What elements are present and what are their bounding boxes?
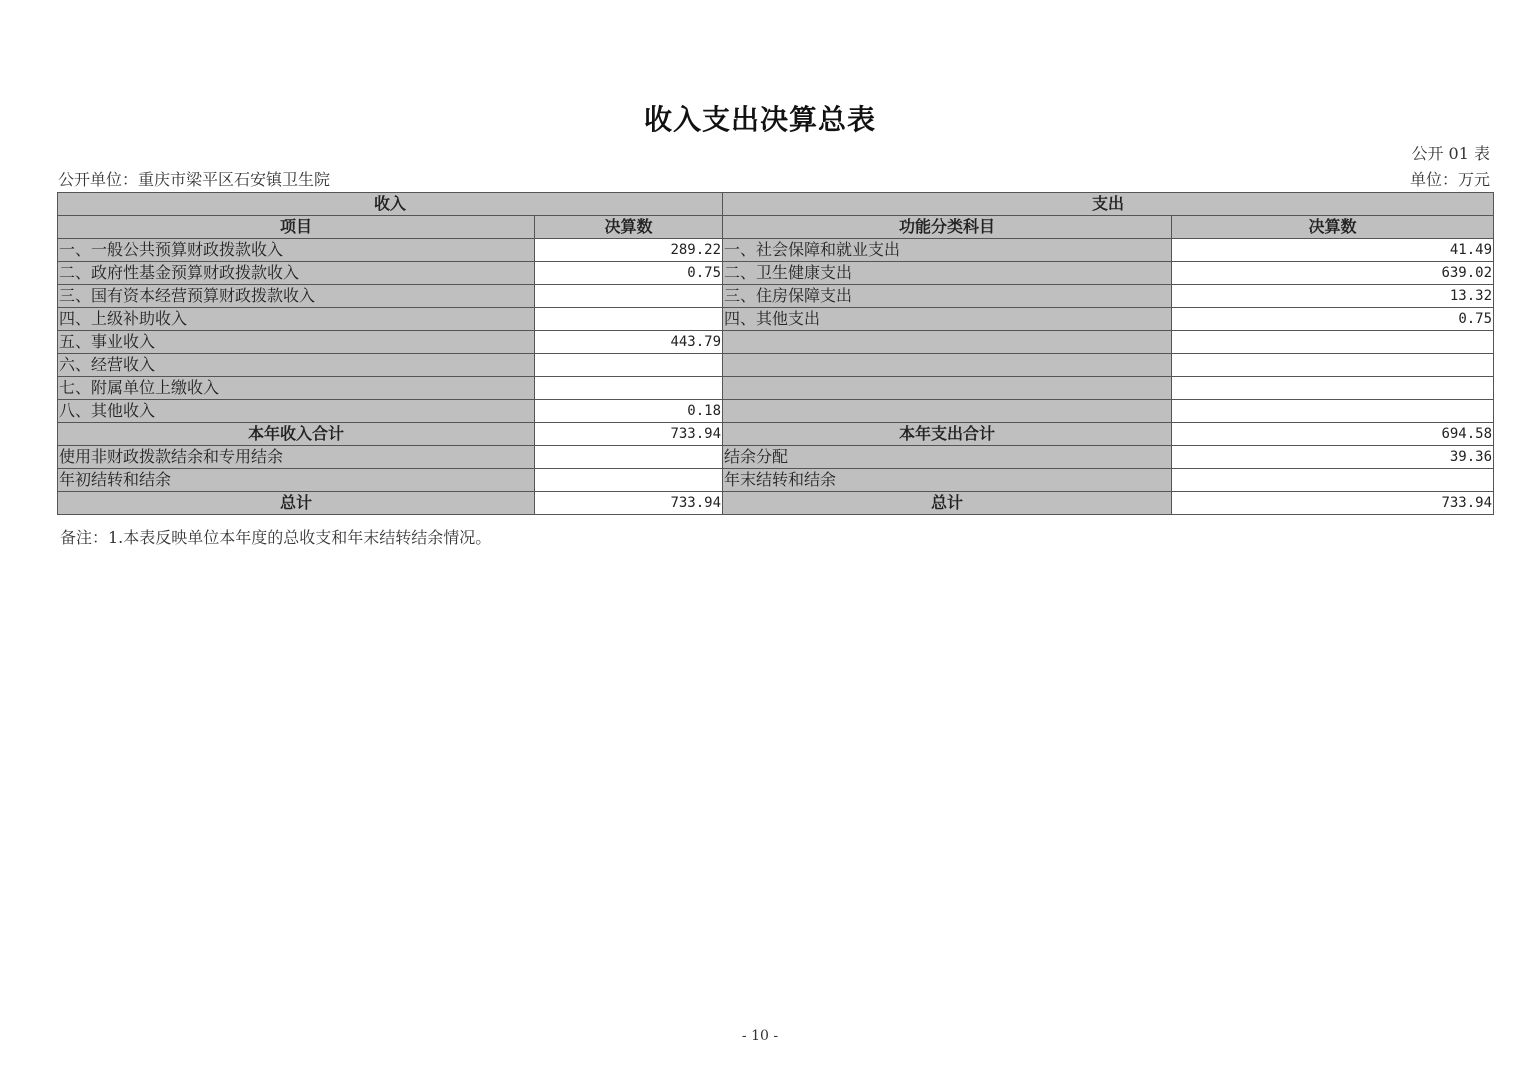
expense-item (723, 400, 1172, 423)
expense-amount: 13.32 (1172, 285, 1494, 308)
table-row (58, 331, 1494, 354)
income-item: 二、政府性基金预算财政拨款收入 (58, 262, 535, 285)
column-header-row (58, 216, 1494, 239)
income-item: 一、一般公共预算财政拨款收入 (58, 239, 535, 262)
expense-amount: 41.49 (1172, 239, 1494, 262)
expense-total-amount: 733.94 (1172, 492, 1494, 515)
table-row (58, 446, 1494, 469)
expense-amount (1172, 354, 1494, 377)
expense-item: 四、其他支出 (723, 308, 1172, 331)
table-row (58, 285, 1494, 308)
subtotal-row (58, 423, 1494, 446)
expense-amount: 39.36 (1172, 446, 1494, 469)
expense-subtotal-label: 本年支出合计 (723, 423, 1172, 446)
income-amount: 289.22 (535, 239, 723, 262)
table-row (58, 262, 1494, 285)
expense-item: 结余分配 (723, 446, 1172, 469)
income-subtotal-amount: 733.94 (535, 423, 723, 446)
income-header: 收入 (58, 193, 723, 216)
function-subject-column-header: 功能分类科目 (723, 216, 1172, 239)
expense-amount: 639.02 (1172, 262, 1494, 285)
table-row (58, 308, 1494, 331)
expense-item (723, 377, 1172, 400)
total-row (58, 492, 1494, 515)
expense-item: 二、卫生健康支出 (723, 262, 1172, 285)
table-row (58, 400, 1494, 423)
expense-item: 一、社会保障和就业支出 (723, 239, 1172, 262)
income-subtotal-label: 本年收入合计 (58, 423, 535, 446)
expense-item: 年末结转和结余 (723, 469, 1172, 492)
income-amount: 443.79 (535, 331, 723, 354)
amount-column-header-2: 决算数 (1172, 216, 1494, 239)
expense-item: 三、住房保障支出 (723, 285, 1172, 308)
expense-subtotal-amount: 694.58 (1172, 423, 1494, 446)
amount-column-header: 决算数 (535, 216, 723, 239)
income-item: 八、其他收入 (58, 400, 535, 423)
income-item: 四、上级补助收入 (58, 308, 535, 331)
expense-total-label: 总计 (723, 492, 1172, 515)
income-item: 三、国有资本经营预算财政拨款收入 (58, 285, 535, 308)
expense-header: 支出 (723, 193, 1494, 216)
reporting-unit: 公开单位：重庆市梁平区石安镇卫生院 (58, 170, 331, 189)
footnote: 备注：1.本表反映单位本年度的总收支和年末结转结余情况。 (60, 528, 492, 547)
income-amount: 0.18 (535, 400, 723, 423)
income-amount (535, 469, 723, 492)
income-item: 年初结转和结余 (58, 469, 535, 492)
expense-item (723, 331, 1172, 354)
table-row (58, 239, 1494, 262)
income-total-amount: 733.94 (535, 492, 723, 515)
page-title: 收入支出决算总表 (643, 103, 876, 136)
income-amount (535, 308, 723, 331)
income-item: 使用非财政拨款结余和专用结余 (58, 446, 535, 469)
table-row (58, 377, 1494, 400)
expense-item (723, 354, 1172, 377)
income-item: 六、经营收入 (58, 354, 535, 377)
income-item: 五、事业收入 (58, 331, 535, 354)
income-total-label: 总计 (58, 492, 535, 515)
expense-amount (1172, 469, 1494, 492)
expense-amount: 0.75 (1172, 308, 1494, 331)
income-amount: 0.75 (535, 262, 723, 285)
table-row (58, 354, 1494, 377)
income-item: 七、附属单位上缴收入 (58, 377, 535, 400)
income-amount (535, 377, 723, 400)
income-expense-table (57, 192, 1494, 515)
page-number: - 10 - (741, 1028, 779, 1044)
income-amount (535, 446, 723, 469)
section-header-row (58, 193, 1494, 216)
meta-row (58, 167, 1490, 190)
income-amount (535, 354, 723, 377)
currency-unit: 单位：万元 (1409, 170, 1490, 189)
form-number: 公开 01 表 (1411, 144, 1490, 163)
expense-amount (1172, 331, 1494, 354)
expense-amount (1172, 377, 1494, 400)
expense-amount (1172, 400, 1494, 423)
table-row (58, 469, 1494, 492)
income-amount (535, 285, 723, 308)
item-column-header: 项目 (58, 216, 535, 239)
